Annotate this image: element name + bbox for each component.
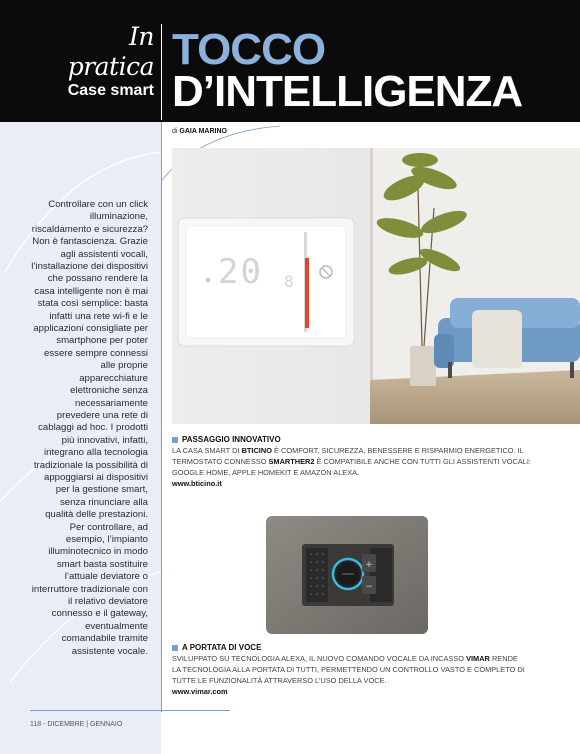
rubric — [36, 22, 154, 100]
rubric-subtitle: Case smart — [67, 82, 154, 99]
lead-text: Controllare con un click illuminazione, riscaldamento e sicurezza? Non è fantascienza. Grazie agli assistenti vocali, l’installazione dei dispositivi che possano rendere la casa intelligente non è mai stata così semplice: basta infatti una rete wi-fi e le applicazioni consigliate per smartphone per poter essere sempre connessi alle proprie apparecchiature elettroniche senza necessariamente prevedere una rete di cablaggi ad hoc. I prodotti più innovativi, infatti, integrano alla tecnologia tradizionale la possibilità di appoggiarsi ai dispositivi per la gestione smart, senza rinunciare alla qualità delle prestazioni. Per controllare, ad esempio, l’impianto illuminotecnico in modo smart basta sostituire l’attuale deviatore o interruttore tradizionale con il relativo deviatore connesso e il gateway, eventualmente comandabile tramite assistente vocale. — [31, 199, 148, 657]
square-bullet-icon — [172, 645, 178, 651]
thermostat-photo — [172, 148, 580, 424]
caption-vimar-heading: A PORTATA DI VOCE — [172, 642, 527, 653]
caption-vimar-url[interactable]: www.vimar.com — [172, 687, 228, 696]
page-folio: 118 - DICEMBRE | GENNAIO — [30, 721, 123, 728]
page-title — [172, 25, 523, 116]
sidebar-divider — [161, 122, 162, 712]
svg-text:+: + — [365, 560, 373, 570]
thermostat-display-small: 8 — [284, 272, 294, 291]
byline-prefix: di — [172, 128, 178, 135]
caption-bticino-url[interactable]: www.bticino.it — [172, 479, 222, 488]
title-line-1: TOCCO — [172, 25, 326, 74]
thermostat-display: 20 — [218, 252, 263, 292]
caption-vimar-text: SVILUPPATO SU TECNOLOGIA ALEXA, IL NUOVO COMANDO VOCALE DA INCASSO VIMAR RENDE LA TECNOLOGIA ALLA PORTATA DI TUTTI, PERMETTENDO UN CONTROLLO VASTO E COMPLETO DI TUTTE LE FUNZIONALITÀ ATTRAVERSO L’USO DELLA VOCE. — [172, 654, 525, 685]
caption-bticino-heading: PASSAGGIO INNOVATIVO — [172, 434, 532, 445]
title-line-2: D’INTELLIGENZA — [172, 67, 523, 116]
folio-divider — [30, 710, 230, 711]
byline-author: GAIA MARINO — [179, 128, 227, 135]
caption-bticino — [172, 434, 532, 489]
caption-bticino-text: LA CASA SMART DI BTICINO È COMFORT, SICUREZZA, BENESSERE E RISPARMIO ENERGETICO. IL TERMOSTATO CONNESSO SMARTHER2 È COMPATIBILE ANCHE CON TUTTI GLI ASSISTENTI VOCALI: GOOGLE HOME, APPLE HOMEKIT E AMAZON ALEXA. — [172, 446, 531, 477]
caption-vimar — [172, 642, 527, 697]
voice-control-photo — [266, 516, 428, 634]
rubric-script: In pratica — [67, 22, 154, 81]
header-divider — [161, 24, 162, 120]
square-bullet-icon — [172, 437, 178, 443]
svg-text:−: − — [365, 582, 373, 592]
